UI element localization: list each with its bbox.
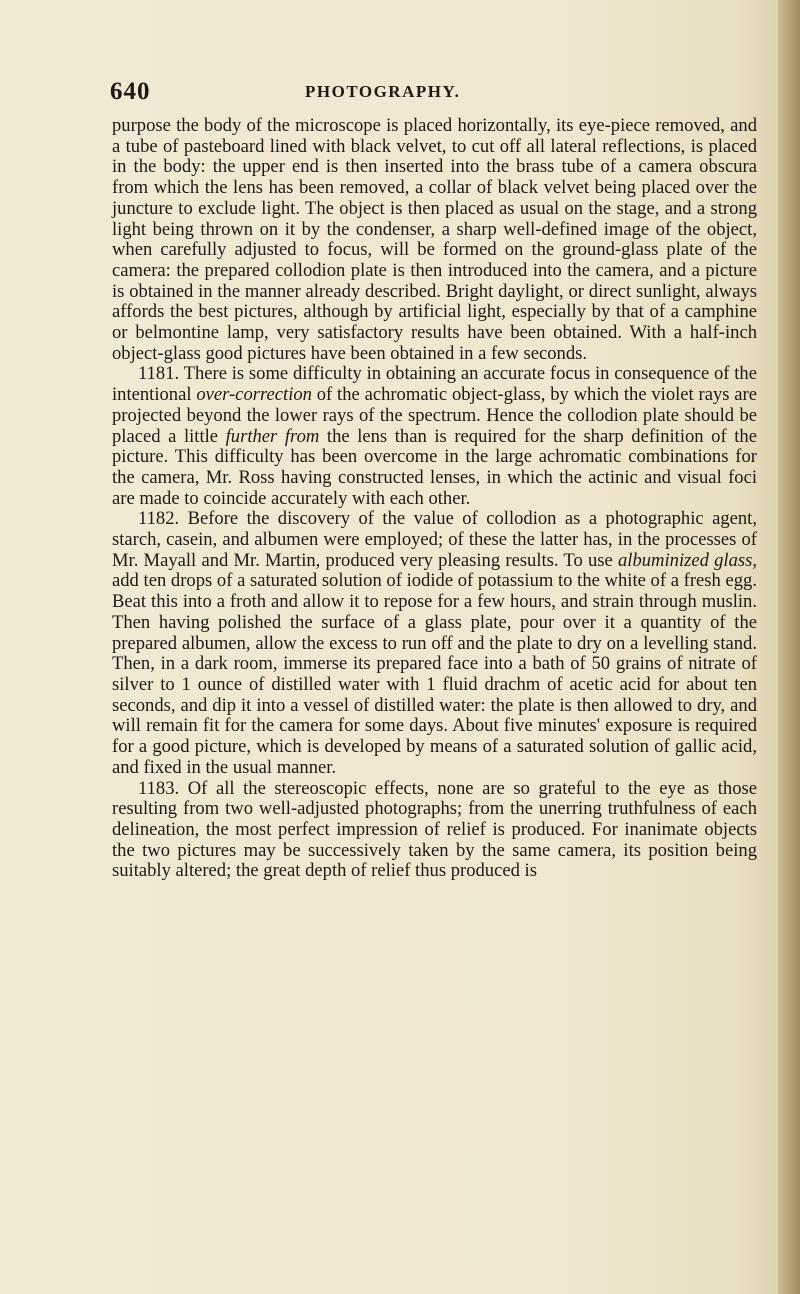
over-correction-italic: over-correction bbox=[196, 384, 312, 406]
page-number: 640 bbox=[110, 78, 151, 105]
paragraph-1183: 1183. Of all the stereoscopic effects, none are so grateful to the eye as those resulting from two well-adjusted photographs; from the unerring truthfulness of each delineation, the most perfect impression of relief is produced. For inanimate objects the two pictures may be successively taken by the same camera, its position being suitably altered; the great depth of relief thus produced is bbox=[112, 777, 757, 882]
paragraph-1182-part-a: 1182. Before the discovery of the value of collodion as a photographic agent, starch, casein, and albumen were employed; of these the latter has, in the processes of Mr. Mayall and Mr. Martin, produced very pleasing results. To use bbox=[112, 508, 757, 571]
book-gutter bbox=[778, 0, 800, 1294]
albuminized-glass-italic: albuminized glass, bbox=[618, 549, 757, 571]
paragraph-1: purpose the body of the microscope is placed horizontally, its eye-piece removed, and a tube of pasteboard lined with black velvet, to cut off all lateral reflections, is placed in the body: the upper end is then inserted into the brass tube of a camera obscura from which the lens has been removed, a collar of black velvet being placed over the juncture to exclude light. The object is then placed as usual on the stage, and a strong light being thrown on it by the condenser, a sharp well-defined image of the object, when carefully adjusted to focus, will be formed on the ground-glass plate of the camera: the prepared collodion plate is then introduced into the camera, and a picture is obtained in the manner already described. Bright daylight, or direct sunlight, always affords the best pictures, although by artificial light, especially by that of a camphine or belmontine lamp, very satisfactory results have been obtained. With a half-inch object-glass good pictures have been obtained in a few seconds. bbox=[112, 115, 757, 364]
paragraph-1181-part-c: the lens than is required for the sharp definition of the picture. This difficulty has been overcome in the large achromatic combinations for the camera, Mr. Ross having constructed lenses, in which the actinic and visual foci are made to coincide accurately with each other. bbox=[112, 425, 757, 509]
paragraph-1181 bbox=[112, 364, 757, 509]
further-from-italic: further from bbox=[225, 425, 320, 447]
paragraph-1181-part-a: 1181. There is some difficulty in obtaining an accurate focus in consequence of the intentional bbox=[112, 363, 757, 406]
body-text bbox=[112, 116, 757, 882]
page-header bbox=[110, 78, 710, 104]
paragraph-1182-part-b: add ten drops of a saturated solution of iodide of potassium to the white of a fresh egg. Beat this into a froth and allow it to repose for a few hours, and strain through muslin. Then having polished the surface of a glass plate, pour over it a quantity of the prepared albumen, allow the excess to run off and the plate to dry on a levelling stand. Then, in a dark room, immerse its prepared face into a bath of 50 grains of nitrate of silver to 1 ounce of distilled water with 1 fluid drachm of acetic acid for about ten seconds, and dip it into a vessel of distilled water: the plate is then allowed to dry, and will remain fit for the camera for some days. About five minutes' exposure is required for a good picture, which is developed by means of a saturated solution of gallic acid, and fixed in the usual manner. bbox=[112, 570, 757, 778]
paragraph-1181-part-b: of the achromatic object-glass, by which the violet rays are projected beyond the lower rays of the spectrum. Hence the collodion plate should be placed a little bbox=[112, 384, 757, 447]
running-head: PHOTOGRAPHY. bbox=[305, 82, 461, 101]
paragraph-1182 bbox=[112, 509, 757, 778]
